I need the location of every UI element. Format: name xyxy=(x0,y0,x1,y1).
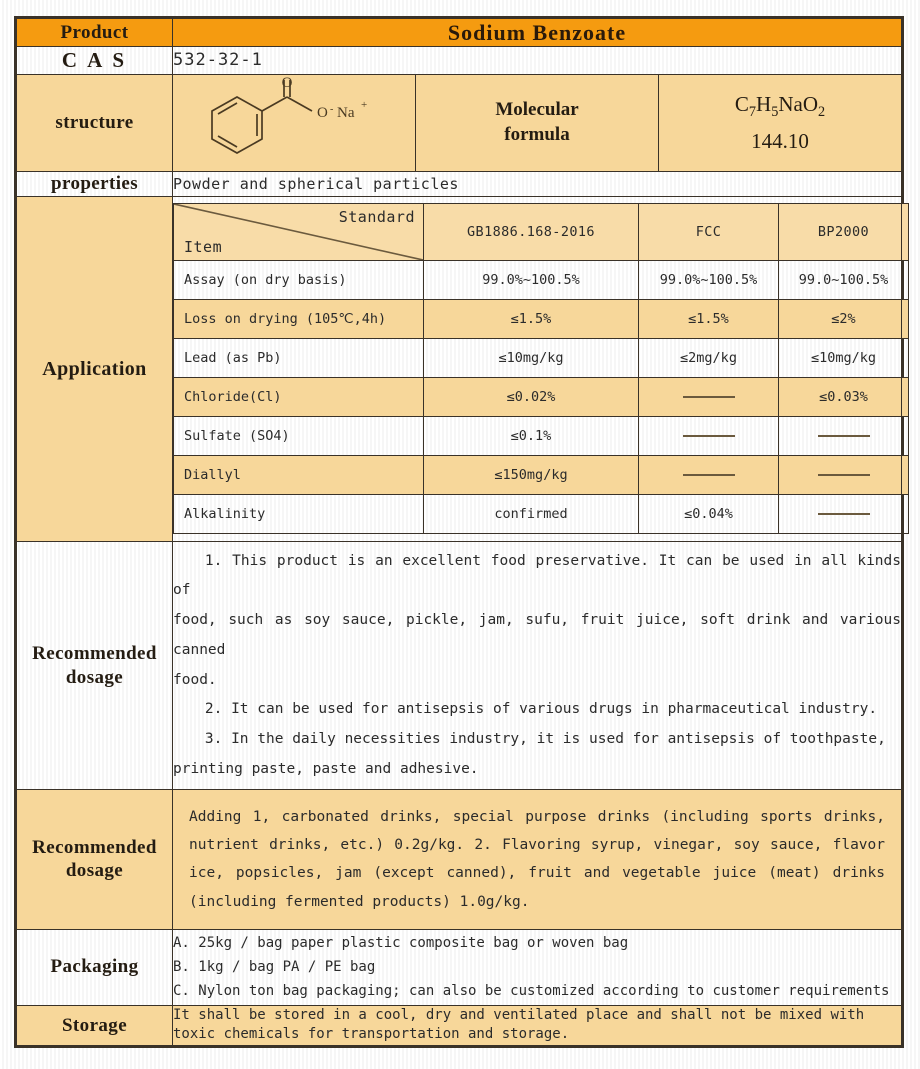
table-row-structure xyxy=(17,74,902,171)
structure-diagram xyxy=(173,75,415,171)
table-row-cas xyxy=(17,47,902,75)
table-row-recommended-dosage-2 xyxy=(17,790,902,929)
row-label-cas: C A S xyxy=(17,47,173,75)
spec-corner-header xyxy=(174,204,424,261)
molecular-weight-value: 144.10 xyxy=(751,129,809,154)
spec-row-assay xyxy=(174,261,909,300)
formula-c: C xyxy=(734,91,749,116)
spec-value-fcc: 99.0%~100.5% xyxy=(639,261,779,300)
spec-item-name: Lead (as Pb) xyxy=(174,339,424,378)
dosage-line-3: food. xyxy=(173,671,217,688)
row-label-recommended-dosage-1 xyxy=(17,541,173,789)
molecular-formula-label-line1: Molecular xyxy=(495,99,579,121)
dosage-line-2: food, such as soy sauce, pickle, jam, sufu, fruit juice, soft drink and various canned xyxy=(173,612,901,658)
specification-table xyxy=(173,203,909,534)
molecular-formula-value xyxy=(659,74,902,171)
cas-number-value: 532-32-1 xyxy=(173,47,902,75)
dosage-line-1: 1. This product is an excellent food preservative. It can be used in all kinds of xyxy=(173,552,901,599)
carbonyl-oxygen-label: O xyxy=(281,76,293,91)
formula-c-count: 7 xyxy=(748,103,757,120)
spec-item-name: Sulfate (SO4) xyxy=(174,417,424,456)
row-label-recommended-dosage-2 xyxy=(17,790,173,929)
spec-value-fcc: ≤1.5% xyxy=(639,300,779,339)
formula-h: H xyxy=(756,91,772,116)
formula-text xyxy=(659,88,901,123)
spec-sheet-table xyxy=(16,18,902,1046)
product-spec-sheet xyxy=(14,16,904,1048)
table-row-application xyxy=(17,196,902,541)
spec-column-header-fcc: FCC xyxy=(639,204,779,261)
row-label-product: Product xyxy=(17,19,173,47)
ester-oxygen-label: O xyxy=(317,104,328,121)
formula-h-count: 5 xyxy=(771,103,779,120)
sodium-benzoate-structure-icon xyxy=(174,77,414,169)
product-name-value: Sodium Benzoate xyxy=(173,19,902,47)
label-line1: Recommended xyxy=(32,837,157,859)
molecular-formula-label xyxy=(416,74,659,171)
formula-o: O xyxy=(802,91,818,116)
spec-row-alkalinity xyxy=(174,495,909,534)
spec-column-header-bp: BP2000 xyxy=(779,204,909,261)
spec-header-row xyxy=(174,204,909,261)
spec-value-gb: 99.0%~100.5% xyxy=(424,261,639,300)
spec-value-bp: ≤10mg/kg xyxy=(779,339,909,378)
properties-value: Powder and spherical particles xyxy=(173,171,902,196)
sodium-label: Na xyxy=(337,104,355,121)
table-row-storage xyxy=(17,1005,902,1045)
spec-value-gb: confirmed xyxy=(424,495,639,534)
spec-value-fcc xyxy=(639,378,779,417)
empty-value-dash-icon xyxy=(818,513,870,515)
table-row-packaging xyxy=(17,929,902,1005)
spec-value-bp xyxy=(779,417,909,456)
chemical-structure-cell xyxy=(173,74,416,171)
table-row-product xyxy=(17,19,902,47)
spec-item-name: Alkalinity xyxy=(174,495,424,534)
spec-value-bp xyxy=(779,456,909,495)
formula-o-count: 2 xyxy=(818,103,826,120)
spec-value-fcc xyxy=(639,456,779,495)
spec-value-gb: ≤150mg/kg xyxy=(424,456,639,495)
packaging-text xyxy=(173,929,902,1005)
spec-value-fcc: ≤0.04% xyxy=(639,495,779,534)
empty-value-dash-icon xyxy=(818,474,870,476)
spec-standard-label: Standard xyxy=(338,208,415,227)
spec-row-diallyl xyxy=(174,456,909,495)
spec-value-bp: ≤0.03% xyxy=(779,378,909,417)
spec-column-header-gb: GB1886.168-2016 xyxy=(424,204,639,261)
spec-value-gb: ≤0.1% xyxy=(424,417,639,456)
spec-item-name: Assay (on dry basis) xyxy=(174,261,424,300)
spec-value-gb: ≤10mg/kg xyxy=(424,339,639,378)
spec-row-sulfate xyxy=(174,417,909,456)
dosage-line-6: printing paste, paste and adhesive. xyxy=(173,760,479,777)
spec-item-label: Item xyxy=(184,238,223,257)
spec-row-lead xyxy=(174,339,909,378)
empty-value-dash-icon xyxy=(683,396,735,398)
table-row-recommended-dosage-1 xyxy=(17,541,902,789)
spec-item-name: Loss on drying (105℃,4h) xyxy=(174,300,424,339)
formula-na: Na xyxy=(778,91,803,116)
storage-line-2: toxic chemicals for transportation and storage. xyxy=(173,1026,570,1043)
dosage-line-4: 2. It can be used for antisepsis of various drugs in pharmaceutical industry. xyxy=(204,701,878,718)
row-label-storage: Storage xyxy=(17,1005,173,1045)
row-label-properties: properties xyxy=(17,171,173,196)
specification-table-cell xyxy=(173,196,902,541)
spec-row-loss-on-drying xyxy=(174,300,909,339)
spec-value-bp xyxy=(779,495,909,534)
packaging-option-c: C. Nylon ton bag packaging; can also be customized according to customer requirements xyxy=(173,983,890,1000)
spec-row-chloride xyxy=(174,378,909,417)
dosage-line-5: 3. In the daily necessities industry, it is used for antisepsis of toothpaste, xyxy=(204,731,886,747)
packaging-option-a: A. 25kg / bag paper plastic composite bag or woven bag xyxy=(173,934,629,951)
row-label-packaging: Packaging xyxy=(17,929,173,1005)
spec-value-bp: ≤2% xyxy=(779,300,909,339)
spec-value-fcc xyxy=(639,417,779,456)
table-row-properties xyxy=(17,171,902,196)
molecular-formula-label-line2: formula xyxy=(504,123,570,145)
spec-value-gb: ≤1.5% xyxy=(424,300,639,339)
storage-text xyxy=(173,1005,902,1045)
label-line2: dosage xyxy=(65,860,124,882)
empty-value-dash-icon xyxy=(683,435,735,437)
negative-charge-label: - xyxy=(330,103,334,115)
recommended-dosage-2-text: Adding 1, carbonated drinks, special purpose drinks (including sports drinks, nutrient drinks, etc.) 0.2g/kg. 2. Flavoring syrup, vinegar, soy sauce, flavor ice, popsicles, jam (except canned), fruit and vegetable juice (meat) drinks (including fermented products) 1.0g/kg. xyxy=(173,790,902,929)
label-line1: Recommended xyxy=(32,643,157,665)
spec-item-name: Chloride(Cl) xyxy=(174,378,424,417)
row-label-application: Application xyxy=(17,196,173,541)
empty-value-dash-icon xyxy=(818,435,870,437)
storage-line-1: It shall be stored in a cool, dry and ventilated place and shall not be mixed with xyxy=(173,1007,865,1024)
packaging-option-b: B. 1kg / bag PA / PE bag xyxy=(173,959,376,976)
row-label-structure: structure xyxy=(17,74,173,171)
spec-value-bp: 99.0~100.5% xyxy=(779,261,909,300)
spec-item-name: Diallyl xyxy=(174,456,424,495)
label-line2: dosage xyxy=(65,666,124,688)
recommended-dosage-1-text xyxy=(173,541,902,789)
spec-value-fcc: ≤2mg/kg xyxy=(639,339,779,378)
spec-value-gb: ≤0.02% xyxy=(424,378,639,417)
positive-charge-label: + xyxy=(361,98,368,111)
empty-value-dash-icon xyxy=(683,474,735,476)
